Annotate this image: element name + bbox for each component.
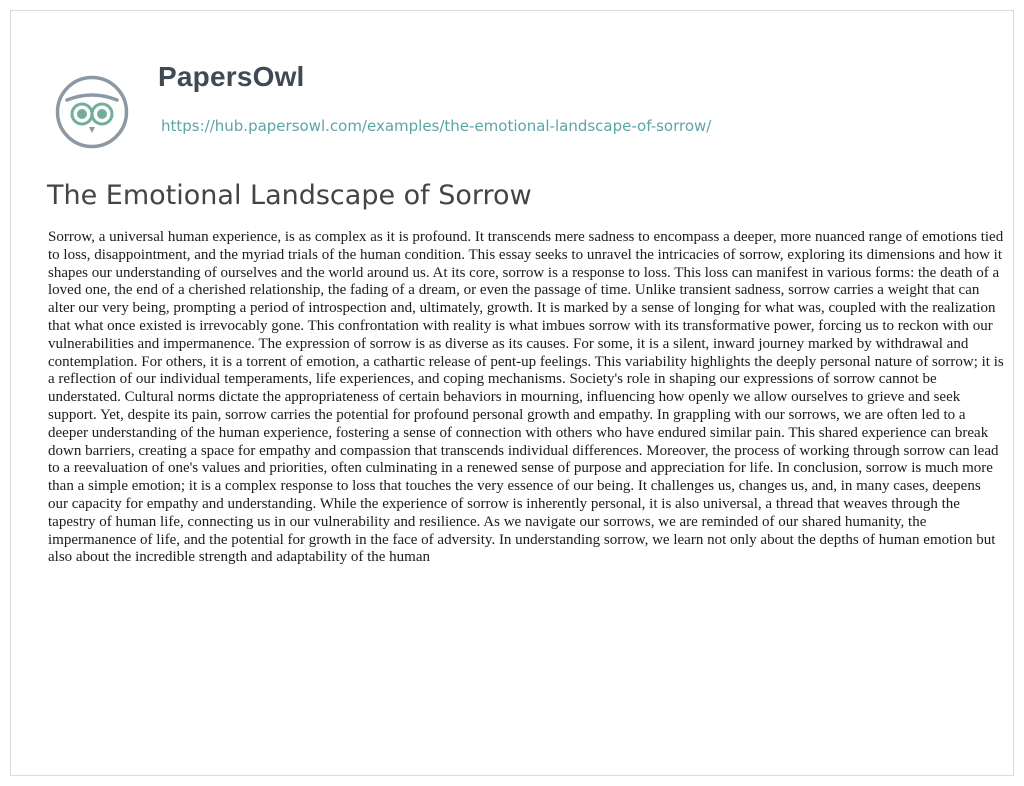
essay-body: Sorrow, a universal human experience, is as complex as it is profound. It transcends mere sadness to encompass a deeper, more nuanced range of emotions tied to loss, disappointment, and the myriad trials of the human condition. This essay seeks to unravel the intricacies of sorrow, exploring its dimensions and how it shapes our understanding of ourselves and the world around us. At its core, sorrow is a response to loss. This loss can manifest in various forms: the death of a loved one, the end of a cherished relationship, the fading of a dream, or even the passage of time. Unlike transient sadness, sorrow carries a weight that can alter our very being, prompting a period of introspection and, ultimately, growth. It is marked by a sense of longing for what was, coupled with the realization that what once existed is irrevocably gone. This confrontation with reality is what imbues sorrow with its transformative power, forcing us to reckon with our vulnerabilities and impermanence. The expression of sorrow is as diverse as its causes. For some, it is a silent, inward journey marked by withdrawal and contemplation. For others, it is a torrent of emotion, a cathartic release of pent-up feelings. This variability highlights the deeply personal nature of sorrow; it is a reflection of our individual temperaments, life experiences, and coping mechanisms. Society's role in shaping our expressions of sorrow cannot be understated. Cultural norms dictate the appropriateness of certain behaviors in mourning, influencing how openly we allow ourselves to grieve and seek support. Yet, despite its pain, sorrow carries the potential for profound personal growth and empathy. In grappling with our sorrows, we are often led to a deeper understanding of the human experience, fostering a sense of connection with others who have endured similar pain. This shared experience can break down barriers, creating a space for empathy and compassion that transcends individual differences. Moreover, the process of working through sorrow can lead to a reevaluation of one's values and priorities, often culminating in a renewed sense of purpose and appreciation for life. In conclusion, sorrow is much more than a simple emotion; it is a complex response to loss that touches the very essence of our being. It challenges us, changes us, and, in many cases, deepens our capacity for empathy and understanding. While the experience of sorrow is inherently personal, it is also universal, a thread that weaves through the tapestry of human life, connecting us in our vulnerability and resilience. As we navigate our sorrows, we are reminded of our shared humanity, the impermanence of life, and the potential for growth in the face of adversity. In understanding sorrow, we learn not only about the depths of human emotion but also about the incredible strength and adaptability of the human [48,229,1004,566]
document-page [10,10,1014,776]
owl-eyes-icon [55,75,129,149]
brand-name[interactable]: PapersOwl [158,61,305,92]
site-header [55,63,955,153]
essay-title: The Emotional Landscape of Sorrow [47,180,532,211]
source-url-link[interactable]: https://hub.papersowl.com/examples/the-emotional-landscape-of-sorrow/ [161,117,712,135]
